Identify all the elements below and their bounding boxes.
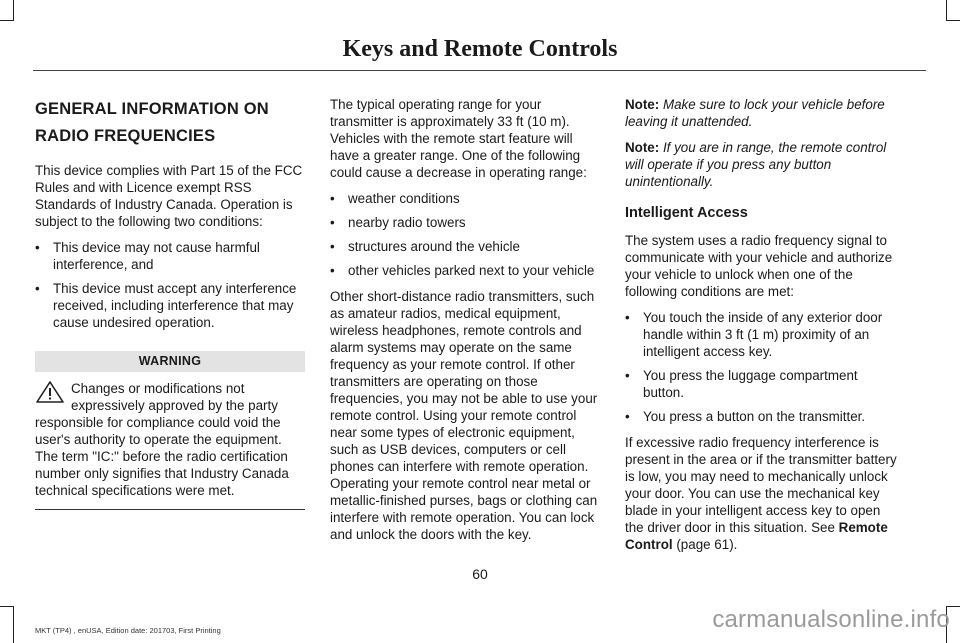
paragraph-text: If excessive radio frequency interference is present in the area or if the transmitter battery is low, you may need to mechanically unlock your door. You can use the mechanical key blade in your intelligent access key to open the driver door in this situation.: [625, 435, 897, 535]
column-right: [625, 96, 897, 562]
list-item-text: This device may not cause harmful interference, and: [53, 240, 260, 272]
bullet: •: [625, 368, 630, 383]
list-item-text: structures around the vehicle: [348, 239, 520, 254]
bullet: •: [35, 240, 40, 255]
bullet: •: [330, 263, 335, 278]
warning-triangle-icon: [35, 380, 65, 404]
intelligent-access-paragraph: The system uses a radio frequency signal to communicate with your vehicle and authorize your vehicle to unlock when one of the following conditions are met:: [625, 233, 893, 299]
note: [625, 139, 897, 190]
list-item: [35, 280, 305, 331]
column-middle: [330, 96, 602, 552]
list-item: [330, 262, 602, 279]
list-item: [625, 309, 897, 360]
list-item-text: You touch the inside of any exterior door handle within 3 ft (1 m) proximity of an intelligent access key.: [643, 310, 883, 359]
list-item-text: You press a button on the transmitter.: [643, 409, 866, 424]
list-item-text: This device must accept any interference received, including interference that may cause undesired operation.: [53, 281, 297, 330]
unlock-conditions-list: [625, 309, 897, 425]
crop-mark: [0, 606, 14, 607]
list-item-text: nearby radio towers: [348, 215, 466, 230]
note-label: Note:: [625, 97, 660, 112]
crop-mark: [13, 0, 14, 20]
cross-reference-link[interactable]: Remote Control: [625, 520, 888, 552]
section-heading: [35, 96, 305, 150]
crop-mark: [13, 606, 14, 643]
list-item: [330, 190, 602, 207]
note-text: If you are in range, the remote control will operate if you press any button unintentionally.: [625, 140, 887, 189]
note: [625, 96, 897, 130]
bullet: •: [625, 409, 630, 424]
conditions-list: [35, 239, 305, 331]
list-item: [625, 408, 897, 425]
bullet: •: [330, 215, 335, 230]
bullet: •: [330, 239, 335, 254]
list-item-text: other vehicles parked next to your vehicle: [348, 263, 595, 278]
note-label: Note:: [625, 140, 660, 155]
see-prefix: See: [811, 520, 835, 535]
warning-text: Changes or modifications not expressively approved by the party responsible for compliance could void the user's authority to operate the equipment. The term "IC:" before the radio certification number only signifies that Industry Canada technical specifications were met.: [35, 381, 289, 498]
intro-paragraph: This device complies with Part 15 of the FCC Rules and with Licence exempt RSS Standards of Industry Canada. Operation is subject to the following two conditions:: [35, 163, 303, 229]
section-heading-line1: GENERAL INFORMATION ON: [35, 100, 269, 118]
range-paragraph: The typical operating range for your transmitter is approximately 33 ft (10 m). Vehicles with the remote start feature will have a greater range. One of the following could cause a decrease in operating range:: [330, 97, 587, 180]
bullet: •: [625, 310, 630, 325]
crop-mark: [946, 20, 960, 21]
header-rule: [33, 70, 926, 71]
list-item: [330, 238, 602, 255]
column-left: [35, 96, 305, 510]
watermark: carmanualsonline.info: [712, 606, 950, 633]
page-title: Keys and Remote Controls: [342, 36, 618, 62]
page-reference: (page 61).: [676, 537, 738, 552]
bullet: •: [330, 191, 335, 206]
bullet: •: [35, 281, 40, 296]
subsection-heading: Intelligent Access: [625, 205, 748, 221]
note-text: Make sure to lock your vehicle before leaving it unattended.: [625, 97, 885, 129]
mechanical-key-paragraph: [625, 434, 897, 553]
interference-paragraph: Other short-distance radio transmitters, such as amateur radios, medical equipment, wireless headphones, remote controls and alarm systems may operate on the same frequency as your remote control. If other transmitters are operating on those frequencies, you may not be able to use your remote control. Using your remote control near some types of electronic equipment, such as USB devices, computers or cell phones can interfere with remote operation. Operating your remote control near metal or metallic-finished purses, bags or clothing can interfere with remote operation. You can lock and unlock the doors with the key.: [330, 289, 598, 542]
list-item-text: weather conditions: [348, 191, 460, 206]
crop-mark: [0, 20, 14, 21]
warning-label: WARNING: [35, 351, 305, 372]
range-factors-list: [330, 190, 602, 279]
warning-box: [35, 380, 305, 499]
list-item: [35, 239, 305, 273]
footer-edition: MKT (TP4) , enUSA, Edition date: 201703, First Printing: [35, 626, 221, 635]
list-item: [625, 367, 897, 401]
list-item-text: You press the luggage compartment button.: [643, 368, 858, 400]
crop-mark: [946, 0, 947, 20]
warning-rule: [35, 509, 305, 510]
page-number: 60: [472, 566, 488, 582]
section-heading-line2: RADIO FREQUENCIES: [35, 127, 216, 145]
list-item: [330, 214, 602, 231]
